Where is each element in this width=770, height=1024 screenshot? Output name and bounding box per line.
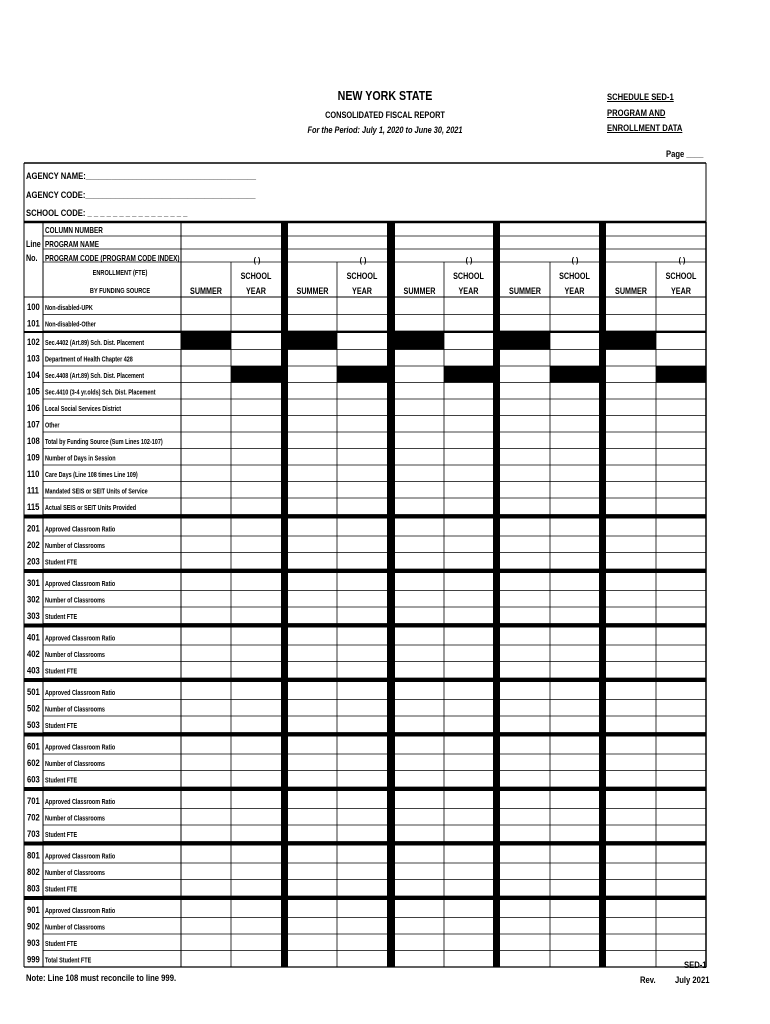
blocked-school-year-cell xyxy=(231,366,281,383)
line-number: 999 xyxy=(27,953,40,965)
column-group-divider xyxy=(493,222,500,967)
blocked-summer-cell xyxy=(500,333,550,350)
line-number: 301 xyxy=(27,577,40,589)
school-code-field[interactable]: SCHOOL CODE: _ _ _ _ _ _ _ _ _ _ _ _ _ _ _ _ xyxy=(26,208,188,218)
summer-header: SUMMER xyxy=(296,286,329,297)
schedule-name-line1: PROGRAM AND xyxy=(607,108,666,118)
program-name-label: PROGRAM NAME xyxy=(45,239,99,250)
form-subtitle: CONSOLIDATED FISCAL REPORT xyxy=(325,110,445,120)
program-code-paren: ( ) xyxy=(359,255,367,266)
row-description: Number of Classrooms xyxy=(45,596,105,605)
blocked-school-year-cell xyxy=(444,366,493,383)
row-description: Number of Classrooms xyxy=(45,814,105,823)
line-number: 104 xyxy=(27,369,40,381)
row-description: Approved Classroom Ratio xyxy=(45,580,116,589)
row-description: Total by Funding Source (Sum Lines 102-107) xyxy=(45,438,163,447)
column-number-label: COLUMN NUMBER xyxy=(45,225,103,236)
line-number: 107 xyxy=(27,418,40,430)
row-description: Care Days (Line 108 times Line 109) xyxy=(45,471,138,480)
line-number: 602 xyxy=(27,757,40,769)
reporting-period: For the Period: July 1, 2020 to June 30, 2021 xyxy=(307,125,463,135)
row-description: Student FTE xyxy=(45,831,78,840)
reconcile-note: Note: Line 108 must reconcile to line 999. xyxy=(26,973,177,983)
form-id: SED-1 xyxy=(684,960,707,970)
funding-label: BY FUNDING SOURCE xyxy=(89,287,151,296)
program-code-paren: ( ) xyxy=(571,255,579,266)
line-number: 101 xyxy=(27,317,40,329)
line-number: 201 xyxy=(27,522,40,534)
row-description: Approved Classroom Ratio xyxy=(45,525,116,534)
row-description: Local Social Services District xyxy=(45,405,122,414)
line-number: 802 xyxy=(27,866,40,878)
blocked-summer-cell xyxy=(395,333,444,350)
row-description: Sec.4402 (Art.89) Sch. Dist. Placement xyxy=(45,339,145,348)
line-number: 801 xyxy=(27,849,40,861)
column-group-divider xyxy=(599,222,606,967)
row-description: Mandated SEIS or SEIT Units of Service xyxy=(45,487,148,496)
row-description: Student FTE xyxy=(45,722,78,731)
school-header: SCHOOL xyxy=(453,271,484,282)
line-header: Line xyxy=(26,239,41,250)
line-number: 402 xyxy=(27,648,40,660)
row-description: Number of Classrooms xyxy=(45,869,105,878)
line-number: 701 xyxy=(27,795,40,807)
line-number: 102 xyxy=(27,336,40,348)
line-number: 111 xyxy=(27,484,39,496)
line-number: 303 xyxy=(27,610,40,622)
row-description: Student FTE xyxy=(45,885,78,894)
program-code-paren: ( ) xyxy=(253,255,261,266)
row-description: Approved Classroom Ratio xyxy=(45,852,116,861)
row-description: Approved Classroom Ratio xyxy=(45,634,116,643)
school-header: SCHOOL xyxy=(665,271,697,282)
program-code-label: PROGRAM CODE (PROGRAM CODE INDEX) xyxy=(45,253,180,264)
row-description: Student FTE xyxy=(45,558,78,567)
row-description: Non-disabled-UPK xyxy=(45,304,93,313)
row-description: Number of Days in Session xyxy=(45,454,116,463)
row-description: Number of Classrooms xyxy=(45,923,105,932)
line-number: 109 xyxy=(27,451,40,463)
line-number: 901 xyxy=(27,904,40,916)
year-header: YEAR xyxy=(458,286,479,297)
row-description: Sec.4410 (3-4 yr.olds) Sch. Dist. Placement xyxy=(45,388,156,397)
blocked-school-year-cell xyxy=(656,366,706,383)
row-description: Student FTE xyxy=(45,667,78,676)
line-number: 100 xyxy=(27,301,40,313)
column-group-divider xyxy=(281,222,288,967)
schedule-name-line2: ENROLLMENT DATA xyxy=(607,123,683,133)
row-description: Approved Classroom Ratio xyxy=(45,798,116,807)
row-description: Actual SEIS or SEIT Units Provided xyxy=(45,504,137,513)
agency-name-field[interactable]: AGENCY NAME:________________________________________ xyxy=(26,171,256,181)
row-description: Approved Classroom Ratio xyxy=(45,743,116,752)
line-number: 108 xyxy=(27,435,40,447)
line-number: 302 xyxy=(27,593,40,605)
schedule-id: SCHEDULE SED-1 xyxy=(607,92,674,102)
revision-label: Rev. xyxy=(640,975,656,985)
column-group-divider xyxy=(387,222,395,967)
line-number: 903 xyxy=(27,937,40,949)
line-number: 703 xyxy=(27,828,40,840)
line-number: 103 xyxy=(27,352,40,364)
blocked-school-year-cell xyxy=(550,366,599,383)
program-code-paren: ( ) xyxy=(465,255,473,266)
row-description: Number of Classrooms xyxy=(45,760,105,769)
line-number: 502 xyxy=(27,702,40,714)
school-header: SCHOOL xyxy=(559,271,590,282)
row-description: Number of Classrooms xyxy=(45,651,105,660)
revision-date: July 2021 xyxy=(675,975,710,985)
year-header: YEAR xyxy=(564,286,585,297)
line-number: 202 xyxy=(27,539,40,551)
line-number: 902 xyxy=(27,920,40,932)
summer-header: SUMMER xyxy=(509,286,541,297)
row-description: Student FTE xyxy=(45,613,78,622)
year-header: YEAR xyxy=(671,286,691,297)
row-description: Student FTE xyxy=(45,776,78,785)
line-number: 105 xyxy=(27,385,40,397)
line-number: 603 xyxy=(27,773,40,785)
line-number: 803 xyxy=(27,882,40,894)
row-description: Other xyxy=(45,421,60,430)
line-number: 115 xyxy=(27,501,40,513)
blocked-summer-cell xyxy=(181,333,231,350)
blocked-summer-cell xyxy=(606,333,656,350)
line-number: 702 xyxy=(27,811,40,823)
school-header: SCHOOL xyxy=(240,271,272,282)
summer-header: SUMMER xyxy=(615,286,647,297)
row-description: Approved Classroom Ratio xyxy=(45,907,116,916)
line-number: 503 xyxy=(27,719,40,731)
line-number: 203 xyxy=(27,555,40,567)
line-number: 106 xyxy=(27,402,40,414)
line-number: 110 xyxy=(27,468,40,480)
program-code-paren: ( ) xyxy=(678,255,686,266)
line-number: 501 xyxy=(27,686,40,698)
page-number-field[interactable]: Page ____ xyxy=(666,149,704,159)
row-description: Non-disabled-Other xyxy=(45,320,96,329)
line-number: 403 xyxy=(27,664,40,676)
summer-header: SUMMER xyxy=(403,286,436,297)
row-description: Department of Health Chapter 428 xyxy=(45,355,133,364)
year-header: YEAR xyxy=(246,286,266,297)
enrollment-label: ENROLLMENT (FTE) xyxy=(92,269,148,278)
line-number: 601 xyxy=(27,740,40,752)
summer-header: SUMMER xyxy=(190,286,222,297)
agency-code-field[interactable]: AGENCY CODE:________________________________________ xyxy=(26,190,256,200)
row-description: Student FTE xyxy=(45,940,78,949)
blocked-summer-cell xyxy=(288,333,337,350)
line-number: 401 xyxy=(27,631,40,643)
form-title: NEW YORK STATE xyxy=(337,88,433,103)
year-header: YEAR xyxy=(352,286,372,297)
blocked-school-year-cell xyxy=(337,366,387,383)
row-description: Total Student FTE xyxy=(45,956,92,965)
row-description: Approved Classroom Ratio xyxy=(45,689,116,698)
no-header: No. xyxy=(26,253,38,264)
row-description: Sec.4408 (Art.89) Sch. Dist. Placement xyxy=(45,372,145,381)
school-header: SCHOOL xyxy=(346,271,378,282)
row-description: Number of Classrooms xyxy=(45,705,105,714)
row-description: Number of Classrooms xyxy=(45,542,105,551)
